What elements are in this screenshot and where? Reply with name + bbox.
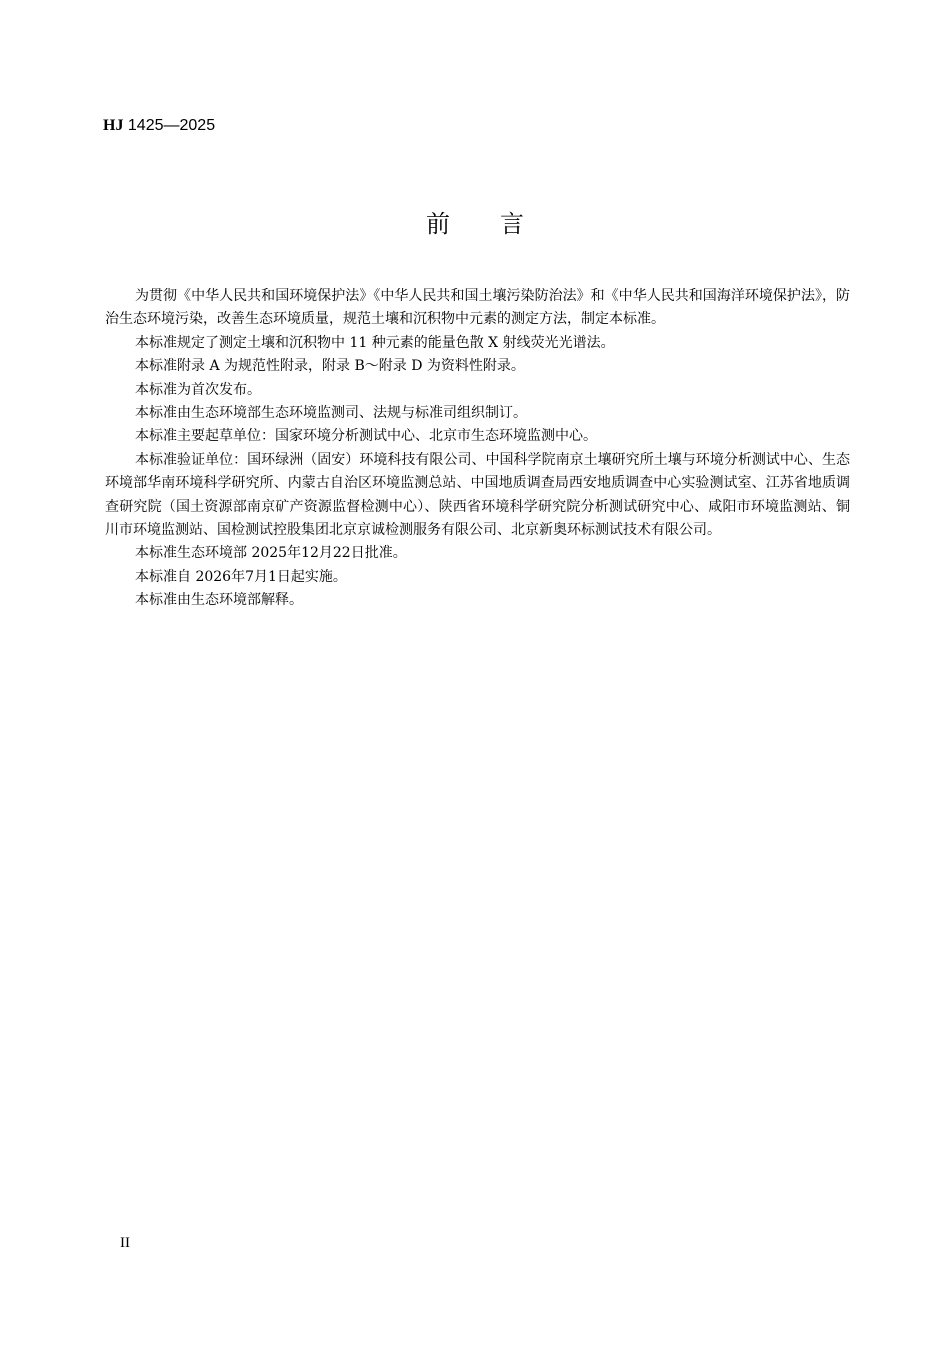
page-title-char-2: 言 [500,210,524,238]
paragraph-approval: 本标准生态环境部 2025年12月22日批准。 [135,545,407,562]
page-title-char-1: 前 [426,210,450,238]
page-title [0,208,950,240]
paragraph-scope: 本标准规定了测定土壤和沉积物中 11 种元素的能量色散 X 射线荧光光谱法。 [135,334,615,351]
standard-code-number: 1425—2025 [123,117,216,134]
standard-code [103,116,215,136]
paragraph-effective-date: 本标准自 2026年7月1日起实施。 [135,568,347,585]
paragraph-organizer: 本标准由生态环境部生态环境监测司、法规与标准司组织制订。 [135,405,527,422]
paragraph-interpretation: 本标准由生态环境部解释。 [135,592,303,609]
page-number: II [120,1235,130,1251]
paragraph-first-release: 本标准为首次发布。 [135,381,261,398]
paragraph-purpose: 为贯彻《中华人民共和国环境保护法》《中华人民共和国土壤污染防治法》和《中华人民共和国海洋环境保护法》，防治生态环境污染，改善生态环境质量，规范土壤和沉积物中元素的测定方法，制定本标准。 [105,288,850,328]
standard-code-prefix: HJ [103,117,124,134]
paragraph-validators: 本标准验证单位：国环绿洲（固安）环境科技有限公司、中国科学院南京土壤研究所土壤与环境分析测试中心、生态环境部华南环境科学研究所、内蒙古自治区环境监测总站、中国地质调查局西安地质调查中心实验测试室、江苏省地质调查研究院（国土资源部南京矿产资源监督检测中心）、陕西省环境科学研究院分析测试研究中心、咸阳市环境监测站、铜川市环境监测站、国检测试控股集团北京京诚检测服务有限公司、北京新奥环标测试技术有限公司。 [105,451,850,539]
foreword-body [105,285,850,613]
paragraph-drafters: 本标准主要起草单位：国家环境分析测试中心、北京市生态环境监测中心。 [135,428,597,445]
paragraph-appendices: 本标准附录 A 为规范性附录，附录 B～附录 D 为资料性附录。 [135,358,525,375]
